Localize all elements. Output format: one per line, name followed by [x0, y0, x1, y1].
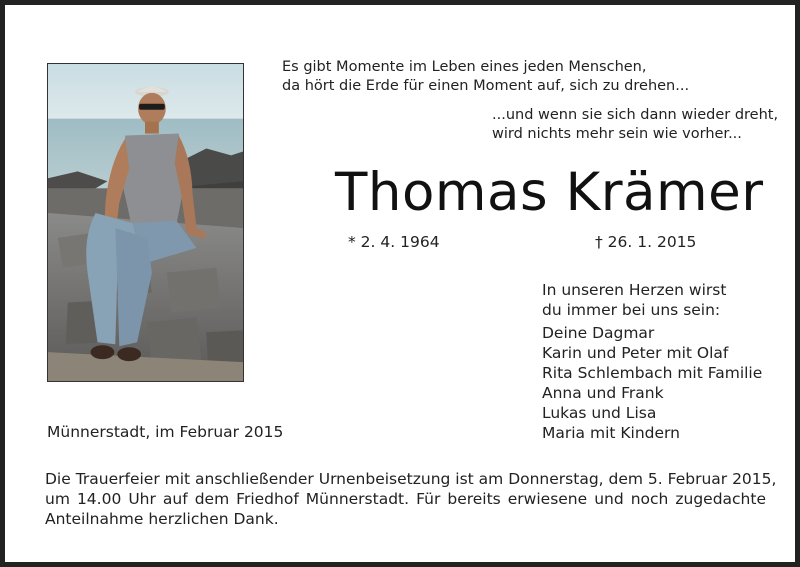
quote-bottom-line: wird nichts mehr sein wie vorher...: [492, 126, 742, 142]
heart-verse: [542, 280, 726, 320]
quote-top-line: Es gibt Momente im Leben eines jeden Menschen,: [282, 59, 647, 75]
quote-bottom-line: ...und wenn sie sich dann wieder dreht,: [492, 107, 779, 123]
quote-bottom: [492, 106, 778, 144]
heart-verse-line: du immer bei uns sein:: [542, 301, 721, 319]
quote-top-line: da hört die Erde für einen Moment auf, sich zu drehen...: [282, 78, 690, 94]
mourner-entry: Maria mit Kindern: [542, 424, 680, 442]
mourner-entry: Karin und Peter mit Olaf: [542, 344, 729, 362]
mourner-entry: Deine Dagmar: [542, 324, 655, 342]
birth-date: * 2. 4. 1964: [348, 233, 440, 251]
place-and-date: Münnerstadt, im Februar 2015: [47, 423, 284, 441]
death-date: † 26. 1. 2015: [595, 233, 697, 251]
funeral-notice: [45, 469, 777, 529]
heart-verse-line: In unseren Herzen wirst: [542, 281, 727, 299]
deceased-name: Thomas Krämer: [335, 162, 764, 223]
mourner-entry: Lukas und Lisa: [542, 404, 657, 422]
funeral-notice-line: Anteilnahme herzlichen Dank.: [45, 510, 279, 528]
funeral-notice-line: Die Trauerfeier mit anschließender Urnenbeisetzung ist am Donnerstag, dem 5. Februar 2015,: [45, 470, 777, 488]
mourner-entry: Anna und Frank: [542, 384, 664, 402]
portrait-photo: [47, 63, 244, 382]
quote-top: [282, 58, 689, 96]
mourners-list: [542, 323, 762, 443]
funeral-notice-line: um 14.00 Uhr auf dem Friedhof Münnerstadt. Für bereits erwiesene und noch zugedachte: [45, 490, 766, 508]
mourner-entry: Rita Schlembach mit Familie: [542, 364, 763, 382]
